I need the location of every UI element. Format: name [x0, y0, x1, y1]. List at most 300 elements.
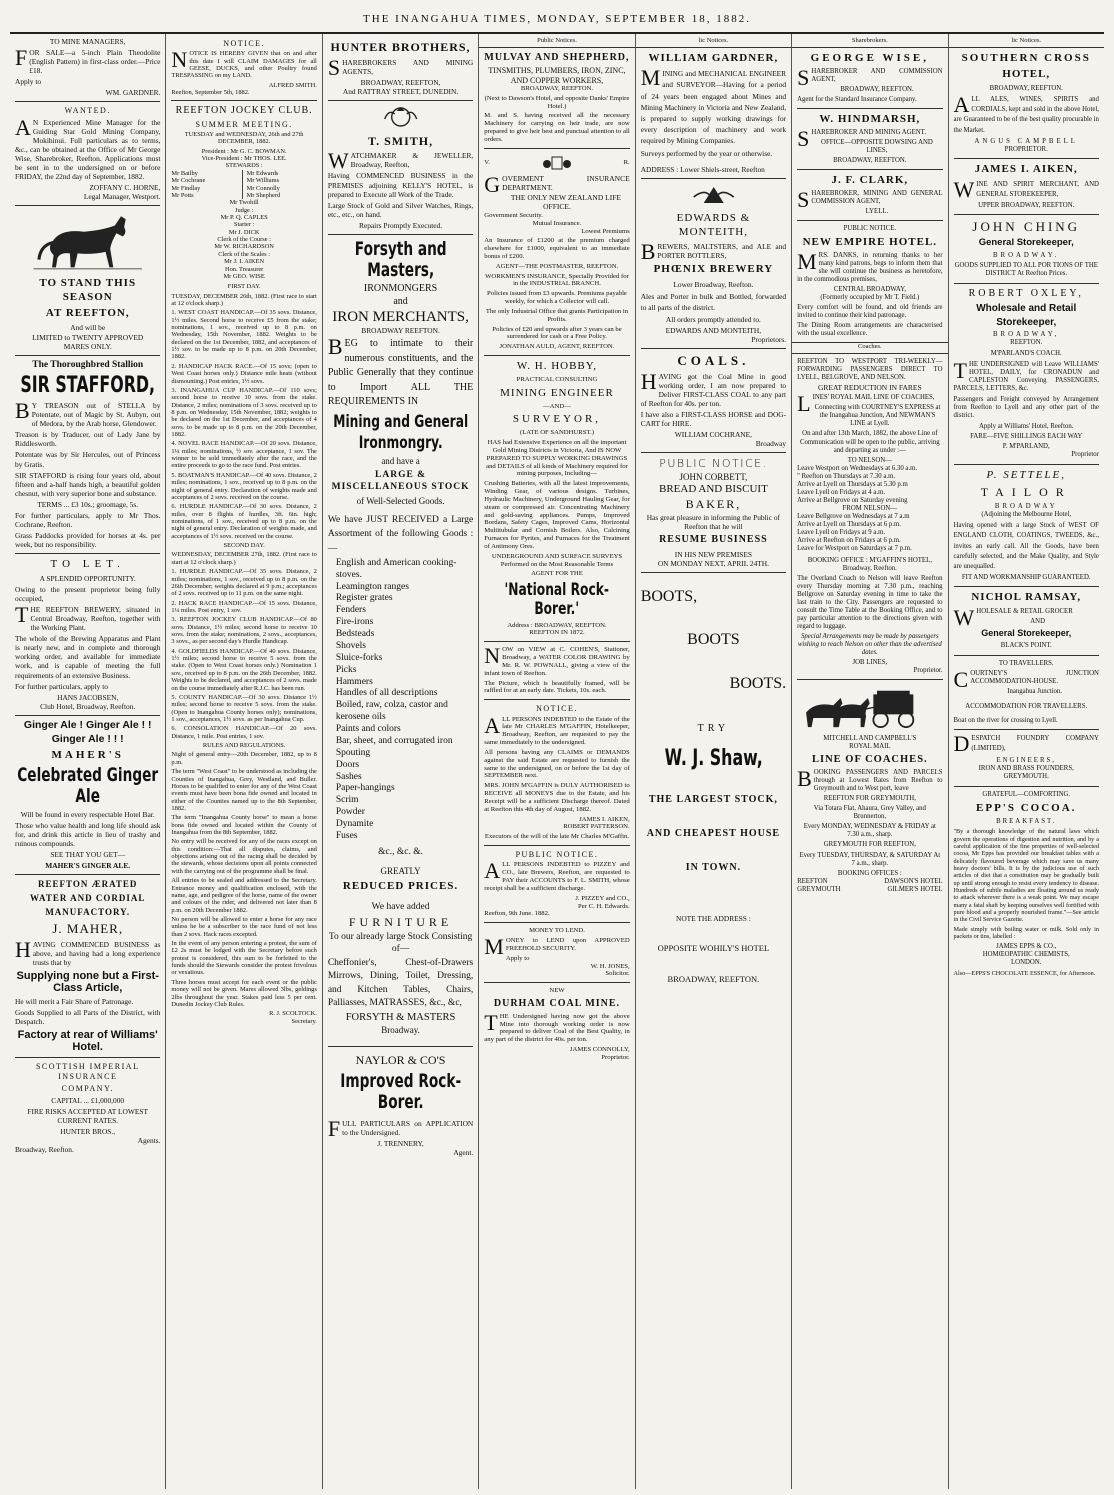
rule: All entries to be sealed and addressed to the Secretary. Entrance money and qualification enclosed, with the name, age, and pedigree of the horse, name of the owner and colours of the rider, and delivered not later than 8 p.m. on 20th December 1882. — [171, 877, 317, 914]
ad-text: STEWARDS : — [225, 162, 263, 170]
ad-text: DAWSON'S HOTEL — [884, 877, 943, 885]
ad-signature: PROPRIETOR. — [1004, 146, 1048, 154]
ad-text: BROADWAY, REEFTON. — [667, 973, 760, 984]
ad-body: SIR STAFFORD is rising four years old, about fifteen and a-half hands high, a beautiful golden chesnut, with very superior bone and substance. — [15, 470, 161, 498]
ad-signature: Secretary. — [291, 1017, 317, 1025]
ad-text: LYELL. — [865, 207, 889, 215]
steward: Mr Cochrane — [171, 177, 206, 185]
column-5 — [636, 34, 792, 1489]
race-entry: 5. BOATMAN'S HANDICAP.—Of 40 sovs. Distance, 2 miles; nominations, 1 sov., received up to 8 p.m. on the night of general entry. Declaration of weights made and acceptances of 2 sovs. received on the course. — [171, 471, 317, 501]
ad-body: COURTNEY'S JUNCTION ACCOMMODATION-HOUSE. — [953, 666, 1099, 692]
column-header: lic Notices. — [636, 37, 791, 48]
ad-text: BLACK'S POINT. — [1000, 642, 1052, 650]
ad-text: (Adjoining the Melbourne Hotel, — [981, 510, 1072, 518]
ad-signature: Per C. H. Edwards. — [578, 902, 630, 910]
ad-signature: Proprietor — [1071, 451, 1099, 459]
ad-title: GREYMOUTH FOR REEFTON, — [823, 841, 916, 849]
ad-text: PRACTICAL CONSULTING — [516, 375, 598, 383]
ad-signature: JONATHAN AULD, AGENT, REEFTON. — [499, 343, 615, 351]
ad-signature: ALFRED SMITH. — [268, 81, 317, 89]
ad-body: The Overland Coach to Nelson will leave Reefton every Thursday morning at 7.30 p.m., reaching Bellgrove on Saturday evening in time to take the last train to the City. Passengers are requested to consult the Time Table at the Booking Office, and to pay particular attention to the directions given with regard to luggage. — [797, 574, 943, 630]
ad-body: Having opened with a large Stock of WEST OF ENGLAND CLOTH, COATINGS, TWEEDS, &c., invites an early call. All the Goods, have been carefully selected, and the Make Quality, and Style are unequalled. — [953, 522, 1099, 570]
goods-item: Paper-hangings — [335, 783, 395, 794]
ad-title: LARGE & MISCELLANEOUS STOCK — [331, 469, 470, 492]
steward: Mr Findlay — [171, 184, 201, 192]
official: Mr W. RICHARDSON — [214, 243, 274, 251]
royal-arms-icon — [537, 153, 577, 173]
ad-title: PHŒNIX BREWERY — [653, 263, 774, 276]
ad-signature: WILLIAM COCHRANE, — [674, 429, 752, 439]
ad-text: ACCOMMODATION FOR TRAVELLERS. — [965, 702, 1088, 710]
ad-text: V. — [484, 158, 490, 166]
ad-body: Every comfort will be found, and old friends are invited to continue their kind patronage. — [797, 303, 943, 319]
goods-item: Spouting — [335, 747, 371, 758]
ad-title: Factory at rear of Williams' Hotel. — [17, 1029, 158, 1054]
ad-body: Passengers and Freight conveyed by Arrangement from Reefton to Lyell and any other part of the district. — [953, 395, 1099, 420]
ad-body: HAVING COMMENCED BUSINESS as above, and having had a long experience trusts that by — [15, 936, 161, 967]
ad-body: TUESDAY, DECEMBER 26th, 1882. (First race to start at 12 o'clock sharp.) — [171, 292, 317, 307]
ad-title: REEFTON JOCKEY CLUB. — [175, 105, 313, 117]
ad-body: Special Arrangements may be made by passengers wishing to reach Nelson on other than the advertised dates. — [797, 632, 942, 656]
ad-title: TO MINE MANAGERS, — [49, 37, 126, 46]
ad-body: All orders promptly attended to. — [665, 314, 761, 324]
masthead: THE INANGAHUA TIMES, MONDAY, SEPTEMBER 18, 1882. — [10, 6, 1104, 34]
ad-title: MONEY TO LEND. — [529, 927, 585, 935]
ad-body: Apply at Williams' Hotel, Reefton. — [979, 422, 1074, 430]
ad-body: OFFICE—OPPOSITE DOWSING AND LINES, — [821, 138, 933, 154]
ad-body: BY TREASON out of STELLA by Potentate, out of Magic by St. Aubyn, out of Medora, by the Arab horse, Glendower. — [15, 398, 161, 429]
ad-body: MAHER'S GINGER ALE. — [45, 861, 131, 871]
ad-title: M'PARLAND'S COACH. — [990, 350, 1062, 358]
ad-title: MAHER'S — [51, 748, 124, 761]
ad-title: BOOTS, — [640, 587, 698, 605]
ad-body: SHAREBROKER, MINING AND GENERAL COMMISSION AGENT, — [797, 186, 943, 212]
ad-title: REEFTON ÆRATED — [37, 879, 138, 890]
ad-body: WEDNESDAY, DECEMBER 27th, 1882. (First race to start at 12 o'clock sharp.) — [171, 551, 317, 566]
ad-body: TUESDAY and WEDNESDAY, 26th and 27th DECEMBER, 1882. — [184, 131, 304, 146]
ad-title: NOTICE. — [536, 704, 578, 714]
goods-item: Shovels — [335, 640, 366, 651]
ad-body: TERMS ... £3 10s.; groomage, 5s. — [37, 499, 139, 509]
column-header: lic Notices. — [949, 37, 1104, 48]
timetable-row: Leave Westport on Wednesdays at 6.30 a.m. — [797, 464, 918, 472]
ad-title: MITCHELL AND CAMPBELL'S — [823, 734, 917, 742]
ad-signature: HANS JACOBSEN, — [57, 692, 119, 702]
columns — [10, 34, 1104, 1489]
goods-item: Bar, sheet, and corrugated iron — [335, 735, 453, 746]
goods-item: Doors — [335, 759, 360, 770]
ad-text: (Formerly occupied by Mr T. Field.) — [820, 293, 920, 301]
ad-signature: Broadway, Reefton. — [15, 1144, 74, 1154]
goods-item: Boiled, raw, colza, castor and kerosene oils — [335, 700, 448, 723]
goods-item: Powder — [335, 807, 365, 818]
race-entry: 3. REEFTON JOCKEY CLUB HANDICAP.—Of 80 sovs. Distance, 1½ miles; second horse to receive 10 sovs. from the stake; nominations, 2 sovs., acceptances, 3 sovs., as per second day's Hurdle Handicap. — [171, 616, 317, 646]
ad-title: JOHN CORBETT, — [679, 472, 748, 483]
ad-text: GREYMOUTH. — [1003, 773, 1049, 781]
race-entry: 2. HANDICAP HACK RACE.—Of 15 sovs; (open to West Coast horses only.) Distance mile heats (without dismounting.) Post entries, 1½ sovs. — [171, 362, 317, 385]
ad-signature: ZOFFANY C. HORNE, — [89, 183, 161, 193]
ad-body: WORKMEN'S INSURANCE, Specially Provided for in the INDUSTRIAL BRANCH. — [485, 272, 629, 288]
ad-text: GILMER'S HOTEL — [887, 885, 943, 893]
ad-title: NEW — [549, 987, 565, 995]
ad-title: SCOTTISH IMPERIAL INSURANCE — [35, 1062, 140, 1082]
ad-body: SEE THAT YOU GET— — [50, 850, 126, 860]
ad-text: Mutual Insurance. — [532, 219, 582, 227]
ad-title: COMPANY. — [61, 1083, 114, 1093]
race-entry: 4. NOVEL RACE HANDICAP.—Of 20 sovs. Distance, 1¼ miles; nominations, ½ sov. acceptance, 1 sov. The winner to be sold immediately after the race, and the entire proceeds to go to the race fund. Post entries. — [171, 440, 317, 470]
goods-item: Fire-irons — [335, 617, 374, 628]
ad-title: SURVEYOR, — [512, 413, 602, 426]
ad-body: WINE AND SPIRIT MERCHANT, AND GENERAL STOREKEEPER, — [953, 176, 1099, 202]
ad-text: LIMITED to TWENTY APPROVED — [32, 332, 144, 342]
ad-title: Mining and General — [333, 411, 468, 432]
ad-title: PUBLIC NOTICE. — [515, 850, 599, 860]
goods-item: Scrim — [335, 795, 359, 806]
ad-body: FARE—FIVE SHILLINGS EACH WAY — [970, 432, 1083, 440]
stewards-list — [171, 170, 316, 199]
ad-signature: J. TRENNERY, — [377, 1138, 424, 1148]
ad-title: W. HINDMARSH, — [819, 112, 921, 125]
ad-title: WANTED. — [64, 106, 111, 116]
ad-signature: JAMES CONNOLLY, — [569, 1045, 630, 1053]
timetable-row: Leave Lyell on Fridays at 9 a.m. — [797, 528, 886, 536]
ad-text: BROADWAY, REEFTON. — [840, 85, 914, 93]
ad-signature: JAMES EPPS & CO., — [996, 942, 1057, 950]
ad-title: TO TRAVELLERS. — [998, 659, 1054, 667]
ad-signature: HUNTER BROS., — [60, 1126, 116, 1136]
ad-title: NAYLOR & CO'S — [355, 1053, 446, 1068]
ad-signature: Club Hotel, Broadway, Reefton. — [40, 701, 136, 711]
ad-title: GREAT REDUCTION IN FARES — [817, 382, 922, 392]
column-3 — [323, 34, 479, 1489]
ad-text: CENTRAL BROADWAY, — [833, 285, 906, 293]
ad-signature: Reefton, September 5th, 1882. — [171, 88, 250, 96]
ad-text: Apply to — [505, 954, 530, 962]
stallion-name: SIR STAFFORD, — [20, 373, 156, 399]
ad-body: ALL PERSONS INDEBTED to PIZZEY and CO., late Brewers, Reefton, are requested to PAY their ACCOUNTS to F. L. SMITH, whose receipt shall be a sufficient discharge. — [484, 858, 630, 892]
ad-title: TINSMITHS, PLUMBERS, IRON, ZINC, AND COPPER WORKERS, — [488, 66, 626, 85]
ad-title: NOTICE. — [223, 39, 266, 48]
timetable-row: Arrive at Lyell on Thursdays at 5.30 p.m — [797, 480, 908, 488]
ad-title: PUBLIC NOTICE. — [843, 224, 897, 232]
ad-body: NOTICE IS HEREBY GIVEN that on and after this date I will CLAIM DAMAGES for all GEESE, DUCKS, and other Poultry found TRESPASSING on my LAND. — [171, 47, 317, 80]
rule: The term "West Coast" to be understood as including the Counties of Inangahua, Grey, Westland, and Buller. Horses to be qualified to enter for any of the West Coast events must have been bona fide owned and located in either of the Counties named up to the 8th September, 1882. — [171, 768, 317, 812]
ad-text: Lowest Premiums — [581, 227, 630, 235]
ad-body: Crushing Batteries, with all the latest improvements, Winding Gear, of various designs. Turbines, Hydraulic Machinery, Underground Hauling Gear, for steam or compressed air. Concentrating Machinery and gold-saving appliances. Pumps, Improved Bordans, Safety Cages, Improved Cams, Horizontal Multitubular and Cornish Boilers. Also, Calcining Furnaces for Pyrites, and Furnaces for the Treatment of Antimony Ores. — [484, 480, 630, 550]
ad-text: And RATTRAY STREET, DUNEDIN. — [342, 86, 459, 96]
ad-title: IN TOWN. — [685, 862, 742, 874]
ad-title: HOTEL, — [1002, 68, 1051, 81]
ad-body: "By a thorough knowledge of the natural laws which govern the operations of digestion and nutrition, and by a careful application of the fine properties of well-selected cocoa, Mr Epps has provided our breakfast tables with a delicately flavoured beverage which may save us many heavy doctors' bills. It is by the judicious use of such articles of diet that a constitution may be gradually built up until strong enough to resist every tendency to disease. Hundreds of subtle maladies are floating around us ready to attack wherever there is a weak point. We may escape many a fatal shaft by keeping ourselves well fortified with pure blood and a properly nourished frame."—See article in the Civil Service Gazette. — [953, 828, 1099, 924]
ad-text: GRATEFUL—COMFORTING. — [982, 790, 1071, 798]
goods-item: Picks — [335, 664, 357, 675]
ad-body: MRS. DANKS, in returning thanks to her many kind patrons, begs to inform them that she will continue the business as heretofore, in the commodious premises, — [797, 248, 943, 283]
section-title: FIRST DAY. — [227, 283, 261, 291]
ad-body: SHAREBROKER AND COMMISSION AGENT, — [797, 64, 943, 90]
ad-body: BOOKING PASSENGERS AND PARCELS through at Lowest Rates from Reefton to Greymouth and to West port, leave — [797, 766, 943, 793]
ad-text: AND — [1030, 618, 1045, 626]
ad-text: Address : BROADWAY, REEFTON. — [507, 621, 607, 629]
ad-title: Ironmongry. — [358, 433, 443, 454]
steward: Mr Twohill — [229, 199, 259, 207]
ad-body: MONEY to LEND upon APPROVED FREEHOLD SECURITY. — [484, 934, 630, 960]
column-7 — [949, 34, 1104, 1489]
ad-body: Those who value health and long life should ask for, and drink this article in lieu of trashy and ruinous compounds. — [15, 820, 161, 849]
ad-text: Lower Broadway, Reefton. — [673, 279, 754, 289]
ad-text: of Well-Selected Goods. — [356, 496, 445, 507]
ad-body: Policies issued from £3 upwards. Premiums payable weekly, for which a Collector will call. — [487, 290, 627, 306]
ad-body: AN Experienced Mine Manager for the Guiding Star Gold Mining Company, Mokihinui. Full particulars as to terms, &c., can be obtained at the Office of Mr George Wise, Sharebroker, Reefton. Applications must be sent in to the undersigned on or before FRIDAY, the 22nd day of September, 1882. — [15, 114, 161, 182]
ad-title: P. SETTELE, — [986, 468, 1067, 481]
ad-body: We have JUST RECEIVED a Large Assortment of the following Goods :— — [327, 515, 474, 554]
ad-text: Apply to — [15, 77, 42, 87]
ad-title: LINE OF COACHES. — [811, 753, 928, 765]
ad-text: REEFTON IN 1872. — [529, 629, 585, 637]
ad-body: ALL PERSONS INDEBTED to the Estate of the late Mr CHARLES M'GAFFIN, Hotelkeeper, Broadway, Reefton, are requested to pay the same immediately to the undersigned. — [484, 712, 630, 747]
ad-text: Inangahua Junction. — [1007, 688, 1062, 696]
ad-text: BROADWAY, REEFTON. — [833, 156, 907, 164]
ad-body: Will be found in every respectable Hotel Bar. — [20, 809, 155, 819]
ad-title: W. H. HOBBY, — [516, 360, 598, 373]
ad-text: FROM NELSON— — [842, 504, 898, 512]
race-entry: 1. HURDLE HANDICAP.—Of 35 sovs. Distance, 2 miles; nominations, 1 sov., received up to 8 p.m. on the 26th December; weights declared at 9 p.m.; acceptances of 2 sovs. received up to 11 p.m. on the same night. — [171, 568, 317, 598]
ad-signature: Proprietor. — [913, 666, 943, 674]
goods-item: English and American cooking-stoves. — [335, 557, 457, 580]
ad-text: And will be — [70, 323, 106, 333]
ad-text: THE ONLY NEW ZEALAND LIFE OFFICE. — [510, 193, 621, 212]
ad-signature: J. PIZZEY and CO., — [575, 894, 630, 902]
ad-body: MINING and MECHANICAL ENGINEER and SURVEYOR—Having for a period of 24 years been engaged about Mines and Mining Machinery in Victoria and New Zealand, is prepared to supply working drawings for every description of machinery and work required by Mining Companies. — [640, 65, 787, 145]
official: Mr J. I. AIKEN — [224, 258, 265, 266]
ad-text: Proprietors. — [751, 334, 787, 344]
ad-signature: ANGUS CAMPBELL — [974, 137, 1078, 145]
ad-title: THE LARGEST STOCK, — [648, 793, 778, 805]
booking-office-row — [797, 886, 942, 894]
stagecoach-illustration — [797, 684, 942, 732]
ad-text: Government Security. — [484, 211, 543, 219]
ad-body: SHAREBROKERS AND MINING AGENTS, — [327, 54, 474, 80]
ad-signature: HOMŒOPATHIC CHEMISTS, — [982, 950, 1070, 958]
ad-title: GOVERMENT INSURANCE DEPARTMENT. — [484, 171, 630, 197]
ad-text: BROADWAY, REEFTON. — [520, 85, 594, 92]
ad-title: NEW EMPIRE HOTEL. — [802, 235, 938, 248]
ad-body: FOR SALE—a 5-inch Plain Theodolite (English Pattern) in first-class order.—Price £18. — [15, 45, 161, 76]
ad-body: Made simply with boiling water or milk. Sold only in packets or tins, labelled : — [953, 925, 1099, 941]
ad-text: BREAKFAST. — [996, 818, 1057, 826]
ad-title: Wholesale and Retail — [976, 302, 1077, 314]
ad-body: BOOKING OFFICE : M'GAFFIN'S HOTEL, Broadway, Reefton. — [807, 556, 932, 572]
ad-title: TO LET. — [50, 557, 125, 570]
ad-title: TO STAND THIS SEASON — [39, 277, 137, 303]
royal-arms-row — [484, 153, 629, 173]
timetable-row: " Reefton on Thursdays at 7.30 a.m. — [797, 472, 896, 480]
section-title: RULES AND REGULATIONS. — [202, 742, 286, 750]
ad-text: ON MONDAY NEXT, APRIL 24TH. — [657, 558, 769, 568]
ad-body: Having COMMENCED BUSINESS in the PREMISES adjoining KELLY'S HOTEL, is prepared to Execute all Work of the Trade. — [327, 171, 474, 199]
ad-body: Grass Paddocks provided for horses at 4s. per week, but no responsibility. — [15, 530, 161, 549]
ad-body: ALL ALES, WINES, SPIRITS and CORDIALS, kept and sold in the above Hotel, are Guaranteed to be of the best quality procurable in the Market. — [953, 92, 1099, 134]
ad-title: WILLIAM GARDNER, — [648, 51, 779, 64]
rule: The term "Inangahua County horse" to mean a horse bona fide owned and located within the County of Inangahua from the 8th September, 1882. — [171, 814, 317, 837]
ad-text: REEFTON — [797, 877, 828, 885]
ad-title: T. SMITH, — [367, 133, 434, 148]
ad-body: An Insurance of £1200 at the premium charged elsewhere for £1000, equivalent to an immediate bonus of £200. — [484, 237, 630, 260]
ad-text: MARES ONLY. — [63, 341, 112, 351]
ad-body: The Picture, which is beautifully framed, will be raffled for at an early date. Tickets, 10s. each. — [484, 679, 630, 695]
ad-title: PUBLIC NOTICE. — [659, 457, 768, 470]
ad-title: AND CHEAPEST HOUSE — [646, 827, 781, 839]
ad-body: I have also a FIRST-CLASS HORSE and DOG-CART for HIRE. — [640, 409, 787, 428]
ad-body: Potentate was by Sir Hercules, out of Princess by Gratis. — [15, 450, 161, 469]
ad-title: HUNTER BROTHERS, — [330, 40, 471, 54]
goods-item: Fenders — [335, 605, 366, 616]
ad-text: GREYMOUTH — [797, 885, 841, 893]
rule: Night of general entry—20th December, 1882, up to 8 p.m. — [171, 751, 317, 766]
ad-body: The whole of the Brewing Apparatus and Plant is nearly new, and in complete and thorough working order, and available for immediate work, and is capable of meeting the full requirements of an extensive Business. — [15, 634, 161, 680]
ad-text: &c., &c. &. — [378, 846, 423, 857]
section-title: SECOND DAY. — [223, 542, 265, 550]
race-entry: 3. INANGAHUA CUP HANDICAP.—Of 110 sovs; second horse to receive 10 sovs. from the stake. Distance, 2 miles; nominations of 3 sovs. received up to 8 p.m. on Wednesday, 15th November, 1882; weights to be declared on the 1st December, and acceptances of 4 sovs. to be made up to 8 p.m. on the 20th December, 1882. — [171, 386, 317, 439]
ad-title: MANUFACTORY. — [45, 907, 131, 918]
ad-body: UNDERGROUND AND SURFACE SURVEYS Performed on the Most Reasonable Terms — [491, 552, 623, 568]
ad-text: (LATE OF SANDHURST.) — [519, 429, 594, 437]
ad-title: General Storekeeper, — [981, 628, 1072, 639]
ad-body: Owing to the present proprietor being fully occupied, — [15, 585, 161, 604]
ad-title: Ginger Ale ! ! ! — [51, 733, 124, 746]
ad-body: Has great pleasure in informing the Public of Reefton that he will — [646, 513, 780, 532]
ad-signature: WM. GARDNER. — [105, 88, 161, 98]
goods-item: Paints and colors — [335, 724, 401, 735]
ad-title: AT REEFTON, — [45, 307, 130, 320]
rule: Three horses must accept for each event or the public money will not be given. Mares allowed 3lbs, geldings 2lbs throughout the year. Stakes paid less 5 per cent. Dunedin Jockey Club Rules. — [171, 978, 317, 1008]
ad-body: (Next to Dawson's Hotel, and opposite Danks' Empire Hotel.) — [484, 94, 630, 110]
goods-item: Handles of all descriptions — [335, 688, 438, 699]
ad-signature: Agent. — [453, 1147, 474, 1157]
timetable-row: Arrive at Reefton on Fridays at 6 p.m. — [797, 536, 901, 544]
ad-body: On and after 13th March, 1882, the above Line of Communication will be open to the public, arriving and departing as under :— — [799, 430, 940, 454]
ad-text: BROADWAY, — [993, 330, 1060, 338]
ad-text: and have a — [381, 456, 420, 467]
ad-title: BOOTS. — [729, 674, 787, 692]
ad-signature: Executors of the will of the late Mr Charles M'Gaffin. — [484, 833, 630, 841]
race-entry: 5. COUNTY HANDICAP.—Of 30 sovs. Distance 1½ miles; second horse to receive 5 sovs. from the stake. (Open to Inangahua County horses only); nominations, 1 sov., acceptances, 1½ sovs. as per Inangahua Cup. — [171, 693, 317, 723]
ad-title: JAMES I. AIKEN, — [974, 163, 1078, 176]
timetable-row: Arrive at Lyell on Thursdays at 6 p.m. — [797, 520, 901, 528]
ad-body: BEG to intimate to their numerous constituents, and the Public Generally that they continue to Import ALL THE REQUIREMENTS IN — [327, 334, 474, 408]
ad-title: W. J. Shaw, — [664, 746, 763, 772]
ad-body: THE UNDERSIGNED will Leave WILLIAMS' HOTEL, DAILY, for CRONADUN and CAPLESTON Conveying PASSENGERS, PARCELS, LETTERS, &c. — [953, 357, 1099, 393]
column-6 — [792, 34, 948, 1489]
ad-text: Broadway. — [381, 1025, 420, 1036]
ad-text: FIT AND WORKMANSHIP GUARANTEED. — [961, 574, 1091, 582]
steward: Mr Edwards — [246, 169, 279, 177]
ad-title: Improved Rock-Borer. — [340, 1069, 461, 1113]
column-header: Coaches. — [792, 342, 947, 354]
ad-text: R. — [623, 158, 630, 166]
ad-text: We have added — [371, 901, 430, 912]
ad-text: Vice-President : Mr THOS. LEE. — [201, 155, 287, 163]
ad-signature: W. H. JONES, — [590, 962, 630, 970]
ad-title: J. MAHER, — [52, 921, 124, 937]
ad-body: HAS had Extensive Experience on all the important Gold Mining Districts in Victoria, And IS NOW PREPARED TO SUPPLY WORKING DRAWINGS and DETAILS of all kinds of Machinery required for mining purposes, Including— — [486, 439, 628, 478]
steward: Mr Connolly — [246, 184, 280, 192]
column-header: Sharebrokers. — [792, 37, 947, 48]
column-1 — [10, 34, 166, 1489]
timetable-row: Leave Bellgrove on Wednesdays at 7 a.m — [797, 512, 910, 520]
ad-body: THE Undersigned having now got the above Mine into thorough working order is now prepared to deliver Coal of the Best Quality, in any part of the district for 40s. per ton. — [484, 1009, 630, 1044]
ad-signature: P. M'PARLAND, — [1002, 443, 1050, 451]
goods-item: Register grates — [335, 593, 393, 604]
ad-title: FORSYTH & MASTERS — [345, 1012, 456, 1024]
ad-text: BROADWAY REEFTON. — [361, 326, 440, 336]
ad-signature: R. J. SCOLTOCK. — [269, 1010, 317, 1018]
ad-body: Large Stock of Gold and Silver Watches, Rings, etc., etc., on hand. — [327, 200, 474, 219]
ad-body: Treason is by Traducer, out of Lady Jane by Riddlesworth. — [15, 430, 161, 449]
ad-text: UPPER BROADWAY, REEFTON. — [978, 202, 1075, 210]
ad-body: Every MONDAY, WEDNESDAY & FRIDAY at 7.30 a.m., sharp. — [803, 823, 936, 839]
column-header: Public Notices. — [479, 37, 634, 48]
ad-text: and — [393, 295, 408, 307]
goods-item: Leamington ranges — [335, 581, 409, 592]
ad-body: REEFTON TO WESTPORT TRI-WEEKLY—FORWARDING PASSENGERS DIRECT TO LYELL, BELGROVE, AND NELSON. — [797, 357, 943, 381]
ad-title: ROBERT OXLEY, — [968, 287, 1084, 299]
ad-body: GOODS SUPPLIED TO ALL POR TIONS OF THE DISTRICT At Reefton Prices. — [954, 261, 1098, 278]
ad-body: MRS. JOHN M'GAFFIN is DULY AUTHORISED to RECEIVE all MONEYS due to the Estate, and his Receipt will be a sufficient Discharge thereof. Dated at Reefton this 4th day of August, 1882. — [484, 782, 630, 813]
ad-body: FULL PARTICULARS on APPLICATION to the Undersigned. — [327, 1115, 474, 1141]
ad-title: FURNITURE — [348, 915, 453, 930]
steward: Mr Bailby — [171, 169, 198, 177]
ad-title: RESUME BUSINESS — [659, 534, 768, 546]
ad-body: WHOLESALE & RETAIL GROCER — [953, 604, 1073, 630]
ad-body: The Dining Room arrangements are characterised with the usual excellence. — [797, 321, 943, 337]
ad-title: Ginger Ale ! Ginger Ale ! ! — [23, 718, 152, 731]
ad-body: Also—EPPS'S CHOCOLATE ESSENCE, for Afternoon. — [953, 969, 1096, 977]
ad-title: WATER AND CORDIAL — [30, 893, 146, 904]
ad-title: J. F. CLARK, — [831, 173, 909, 186]
horse-illustration — [15, 210, 160, 272]
ad-title: General Storekeeper, — [978, 237, 1074, 249]
ad-text: BROADWAY. — [993, 251, 1060, 259]
ad-body: Cheffonier's, Chest-of-Drawers Mirrows, Dining, Toilet, Dressing, and Kitchen Tables, Chairs, Palliasses, MATRASSES, &c., &c, — [327, 958, 474, 1009]
ad-title: BREAD AND BISCUIT — [659, 483, 768, 496]
ad-body: Surveys performed by the year or otherwise. — [640, 149, 773, 159]
official: Mr J. DICK — [228, 228, 260, 236]
ad-body: Policies of £20 and upwards after 3 years can be surrendered for cash or a Free Policy. — [492, 325, 622, 341]
ad-title: SUMMER MEETING. — [195, 119, 293, 129]
ad-title: DURHAM COAL MINE. — [493, 997, 621, 1009]
ad-title: NICHOL RAMSAY, — [971, 591, 1082, 604]
ad-body: SHAREBROKER AND MINING AGENT. — [797, 125, 927, 151]
ad-text: IN HIS NEW PREMISES — [674, 549, 753, 559]
ad-signature: JOB LINES, — [852, 658, 888, 666]
ad-text: NOTE THE ADDRESS : — [675, 914, 751, 924]
ad-title: GEORGE WISE, — [810, 51, 929, 64]
ad-title: The Thoroughbred Stallion — [32, 359, 144, 370]
ad-text: OPPOSITE WOHILY'S HOTEL — [657, 943, 770, 954]
ad-title: REDUCED PRICES. — [342, 880, 459, 893]
ad-body: Goods Supplied to all Parts of the District, with Despatch. — [15, 1008, 161, 1027]
ad-body: HAVING got the Coal Mine in good working order, I am now prepared to Deliver FIRST-CLASS COAL to any part of Reefton for 40s. per ton. — [640, 368, 787, 408]
ad-body: Ales and Porter in bulk and Bottled, forwarded to all parts of the district. — [640, 291, 787, 312]
ad-text: ADDRESS : Lower Shiels-street, Reefton — [640, 165, 765, 175]
ad-text: A SPLENDID OPPORTUNITY. — [39, 574, 136, 584]
official: Starter : — [233, 221, 255, 229]
ad-body: NOW on VIEW at C. COHEN'S, Stationer, Broadway, a WATER COLOR DRAWING by Mr. R. W. POWNALL, giving a view of the infant town of Reefton. — [484, 643, 630, 677]
race-entry: 6. HURDLE HANDICAP.—Of 30 sovs. Distance, 2 miles, over 8 flights of hurdles, 3ft. 6in. high; nominations, of 1 sov., received up to 8 p.m. on the night of general entry. Declaration of weights made, and acceptances of 1½ sovs. received on the course. — [171, 503, 317, 540]
ad-title: JOHN CHING — [972, 219, 1081, 235]
ad-body: Connecting with COURTNEY'S EXPRESS at the Inangahua Junction, And NEWMAN'S LINE at Lyell. — [814, 404, 941, 428]
ad-text: IRONMONGERS — [363, 283, 438, 295]
